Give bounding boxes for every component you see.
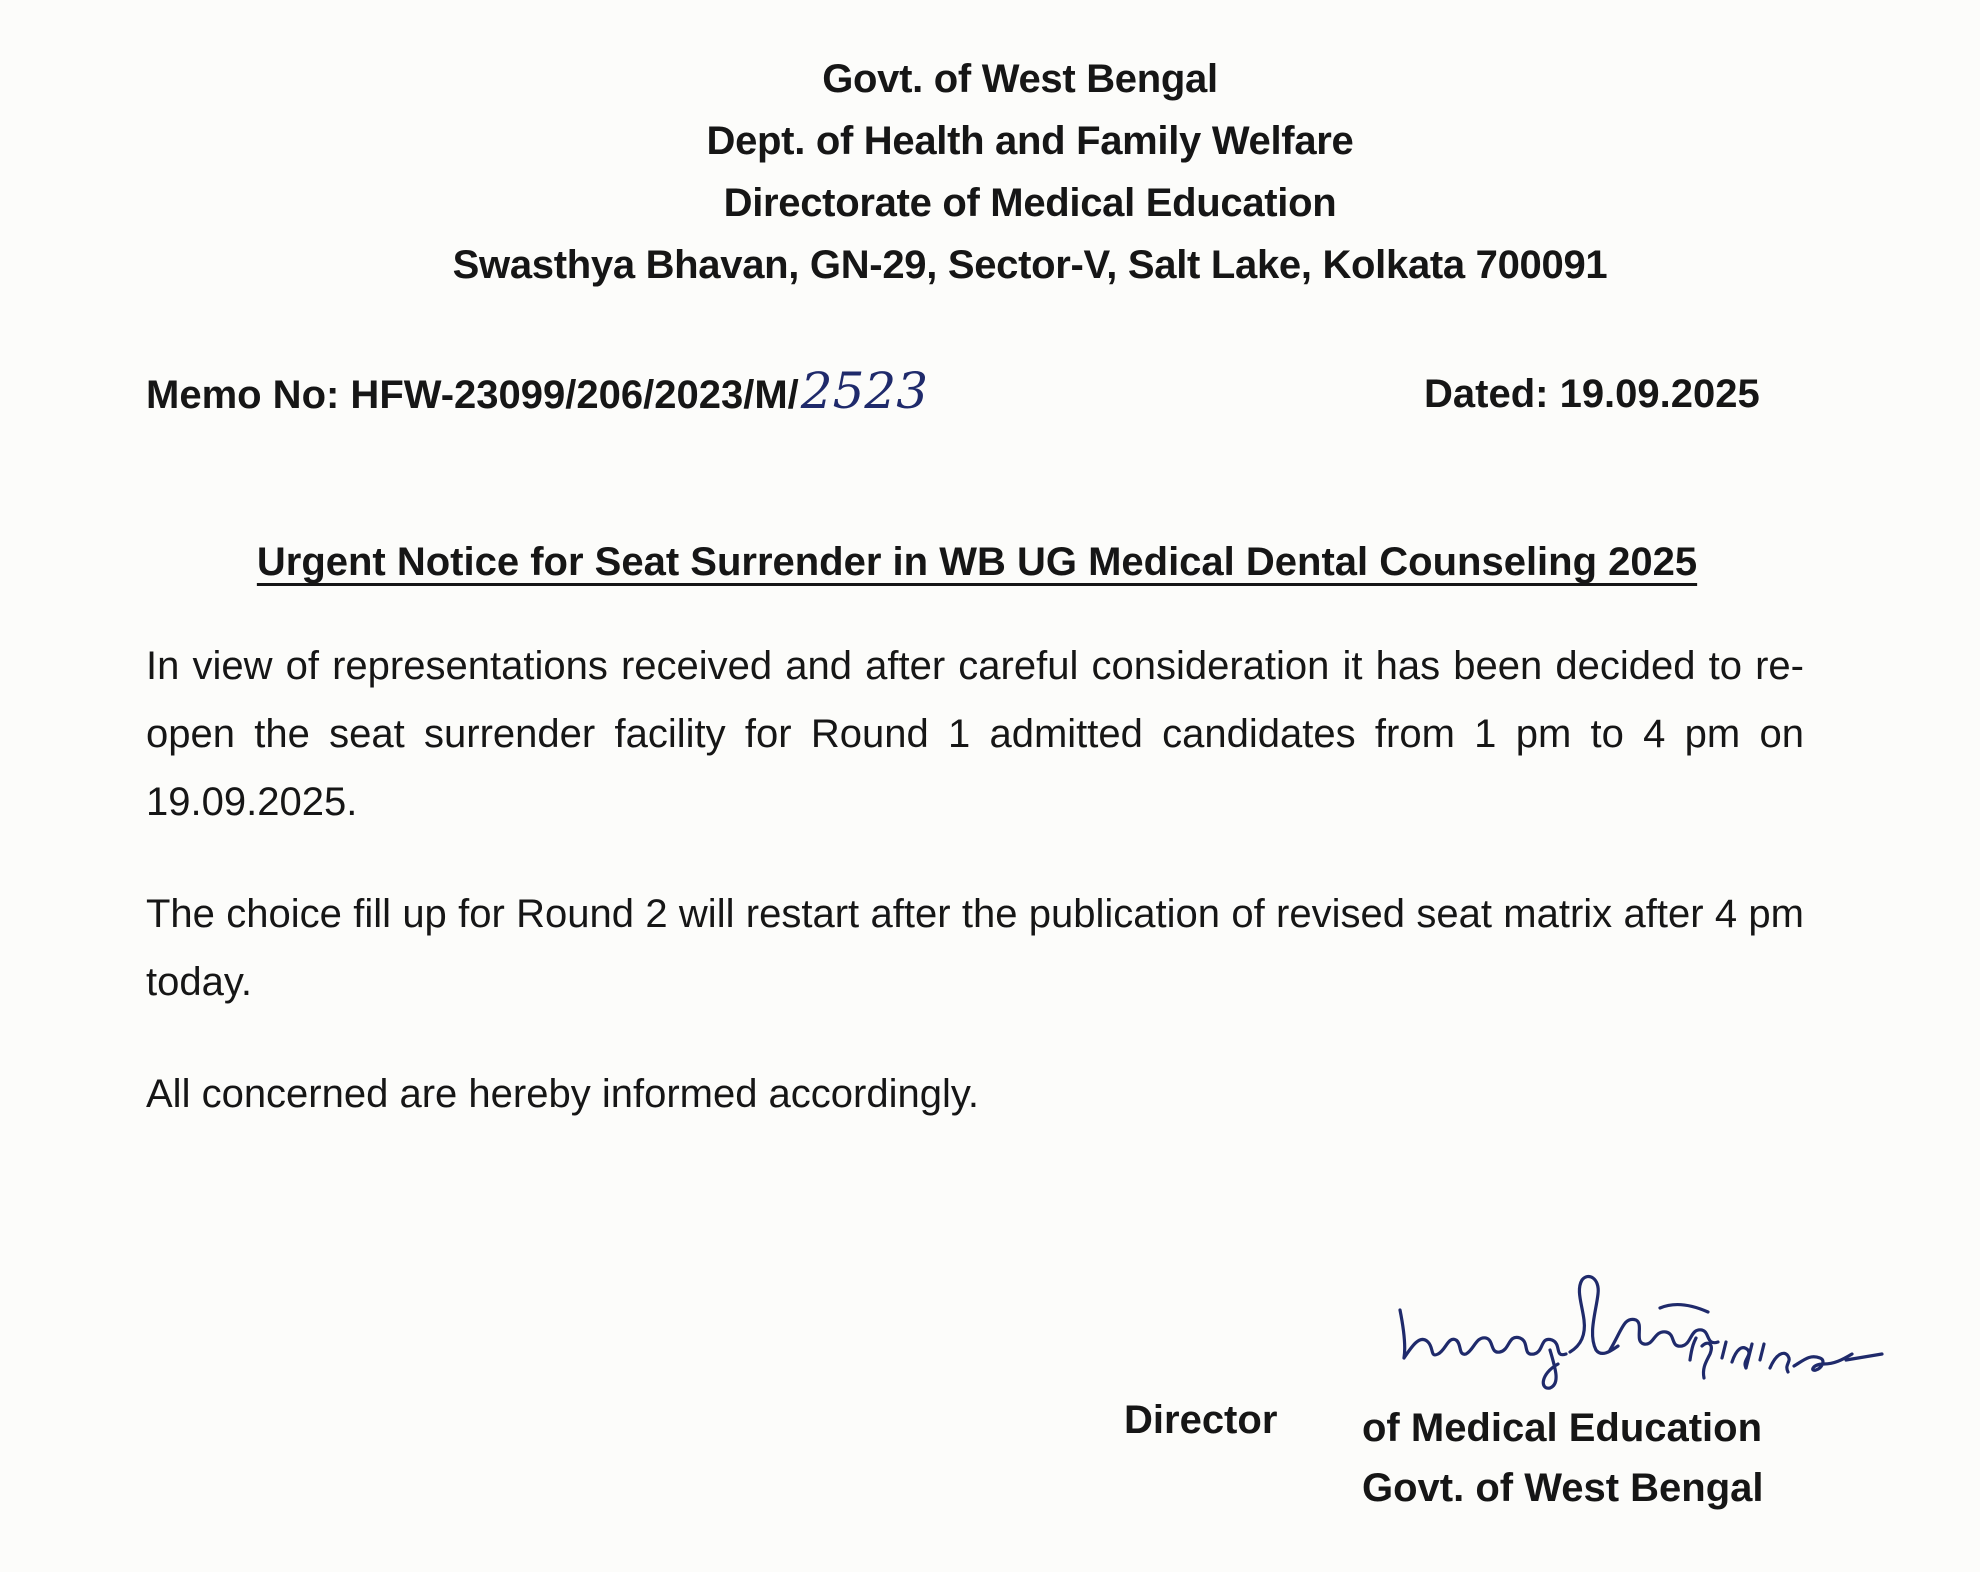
letterhead-directorate: Directorate of Medical Education <box>723 181 1337 225</box>
signatory-office <box>1362 1398 1764 1518</box>
letterhead <box>0 48 1980 296</box>
signatory-designation: Director <box>1124 1398 1278 1442</box>
memo-handwritten-number: 2523 <box>800 362 929 420</box>
notice-paragraph-2: The choice fill up for Round 2 will restart after the publication of revised seat matrix after 4 pm today. <box>146 892 1804 1004</box>
memo-row <box>146 362 1796 422</box>
letterhead-address: Swasthya Bhavan, GN-29, Sector-V, Salt Lake, Kolkata 700091 <box>452 243 1608 287</box>
notice-title: Urgent Notice for Seat Surrender in WB UG Medical Dental Counseling 2025 <box>256 540 1698 584</box>
handwritten-signature <box>1390 1250 1930 1390</box>
notice-paragraph-1: In view of representations received and after careful consideration it has been decided to re-open the seat surrender facility for Round 1 admitted candidates from 1 pm to 4 pm on 19.09.2025. <box>146 644 1804 824</box>
memo-prefix: Memo No: HFW-23099/206/2023/M/ <box>146 373 799 417</box>
signatory-office-line-2: Govt. of West Bengal <box>1362 1466 1764 1510</box>
memo-number-line <box>146 362 928 420</box>
letterhead-govt: Govt. of West Bengal <box>822 57 1218 101</box>
signatory-office-line-1: of Medical Education <box>1362 1406 1763 1450</box>
memo-date: Dated: 19.09.2025 <box>1424 372 1760 416</box>
notice-paragraph-3: All concerned are hereby informed accordingly. <box>146 1072 980 1116</box>
letterhead-department: Dept. of Health and Family Welfare <box>706 119 1354 163</box>
